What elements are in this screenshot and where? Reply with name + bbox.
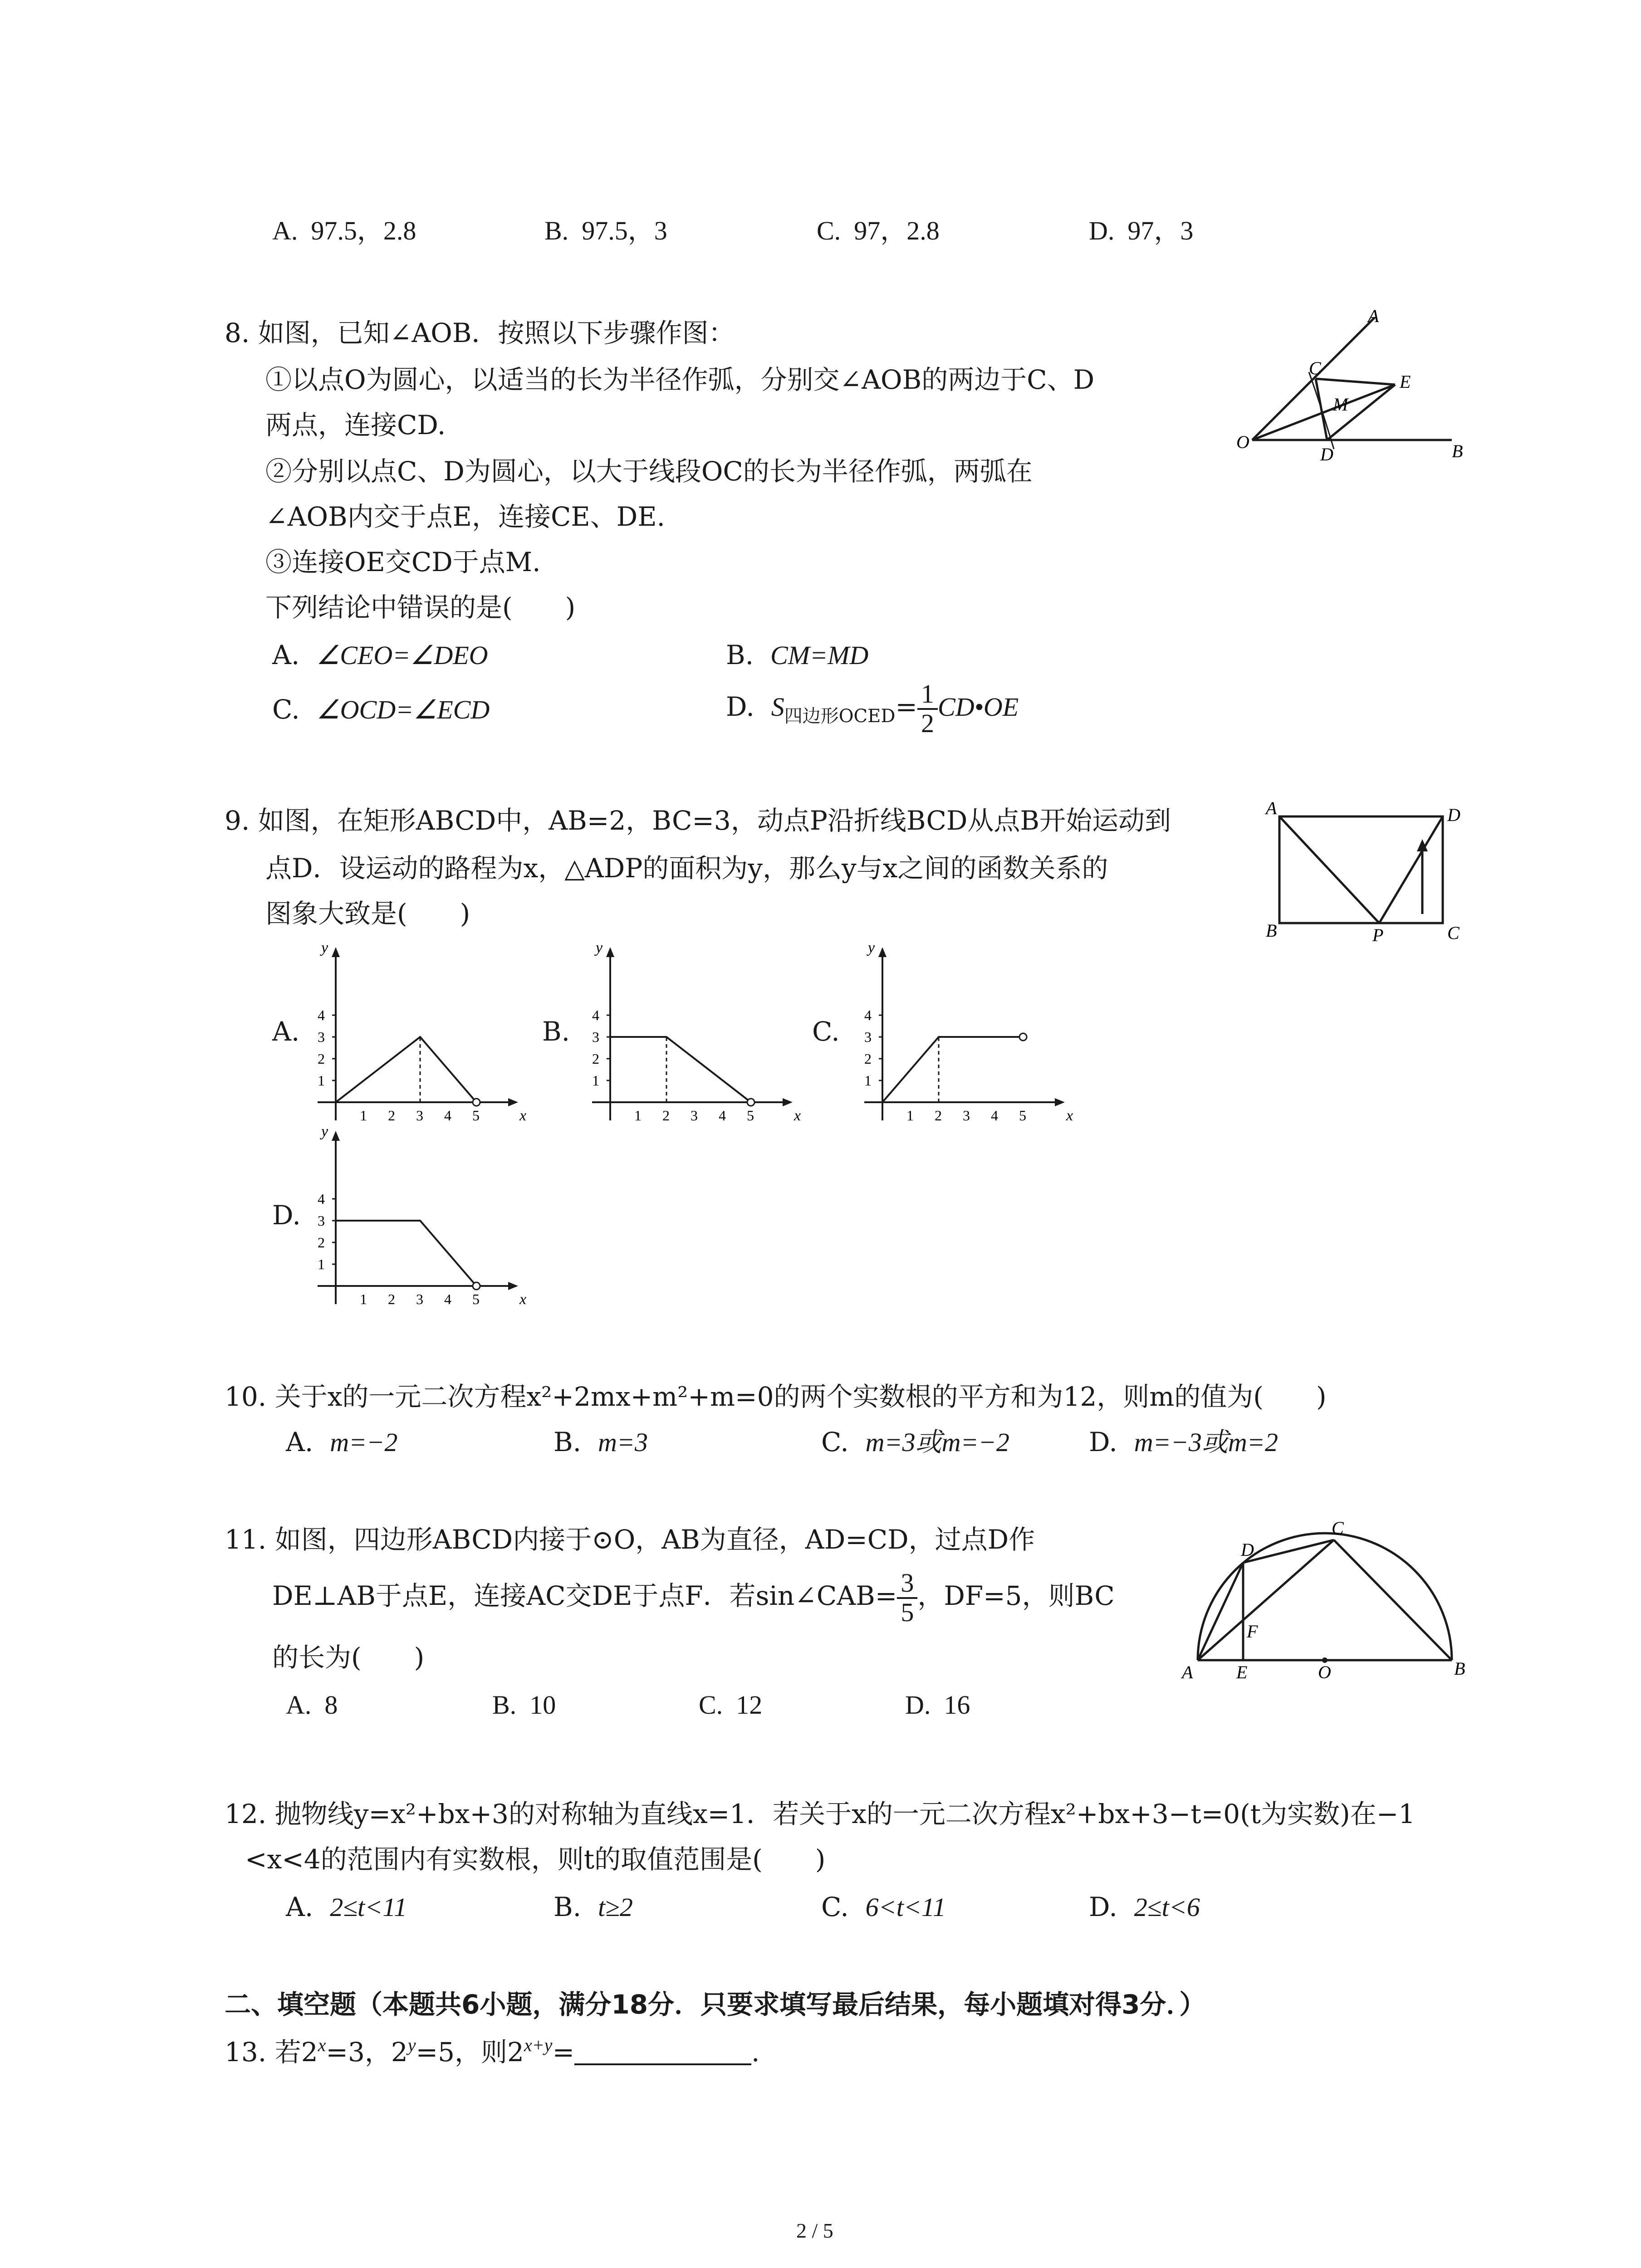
x-tick-label: 1: [634, 1107, 642, 1124]
y-tick-label: 4: [318, 1007, 325, 1023]
q8-label-b: B: [1452, 441, 1463, 461]
q10-option-c-text: m=3或m=−2: [865, 1427, 1009, 1457]
q10-option-a-text: m=−2: [330, 1427, 398, 1457]
q8-option-d-tail: CD•OE: [938, 692, 1019, 722]
q11-line2: [272, 1569, 1115, 1627]
y-tick-label: 1: [592, 1072, 599, 1089]
x-tick-label: 5: [472, 1291, 480, 1307]
q10-option-b: [554, 1429, 648, 1456]
q8-option-a: [272, 642, 488, 669]
q11-line2-post: ，DF=5，则BC: [917, 1580, 1115, 1611]
q8-option-b: [726, 642, 868, 669]
function-line: [336, 1037, 476, 1102]
q12-option-c-label: C.: [821, 1892, 849, 1922]
x-axis-arrow: [783, 1098, 793, 1106]
q11-stem: 如图，四边形ABCD内接于⊙O，AB为直径，AD=CD，过点D作: [274, 1524, 1035, 1555]
q11-number: 11.: [225, 1524, 267, 1555]
q11-option-b: [492, 1692, 556, 1718]
q9-graph-a: [299, 939, 527, 1139]
q11-option-c-text: 12: [736, 1690, 763, 1720]
q11-semicircle: [1198, 1533, 1452, 1660]
x-tick-label: 3: [691, 1107, 698, 1124]
q13-eq: =: [552, 2037, 575, 2068]
x-tick-label: 3: [416, 1291, 423, 1307]
q7-option-b-label: B.: [544, 216, 569, 245]
x-tick-label: 1: [906, 1107, 914, 1124]
q10-option-c-label: C.: [821, 1427, 849, 1457]
q12-option-c: [821, 1894, 946, 1921]
y-tick-label: 3: [318, 1029, 325, 1045]
q7-option-a-text: 97.5，2.8: [311, 216, 416, 245]
q8-label-e: E: [1400, 371, 1411, 392]
q8-step3: ③连接OE交CD于点M.: [265, 547, 541, 577]
q12-option-a-label: A.: [286, 1892, 314, 1922]
q10-option-b-label: B.: [554, 1427, 582, 1457]
q9-graph-d-label: D.: [272, 1200, 301, 1231]
y-axis-label: y: [321, 1123, 328, 1140]
q13-exp-xy: x+y: [524, 2035, 553, 2055]
q9-graph-b: [574, 939, 801, 1139]
x-tick-label: 4: [719, 1107, 726, 1124]
q10-option-d-label: D.: [1089, 1427, 1117, 1457]
q8-option-c-label: C.: [272, 694, 300, 725]
q10-option-c: [821, 1429, 1009, 1456]
q13-text-b: =3，2: [326, 2037, 408, 2068]
q7-option-a: [272, 218, 416, 244]
section-2-heading: 二、填空题（本题共6小题，满分18分．只要求填写最后结果，每小题填对得3分．）: [225, 1989, 1206, 2020]
q9-label-c: C: [1447, 923, 1460, 943]
q12-option-d-label: D.: [1089, 1892, 1117, 1922]
q8-option-c-text: ∠OCD=∠ECD: [316, 695, 490, 724]
q11-option-b-label: B.: [492, 1690, 517, 1720]
q13-period: .: [751, 2037, 760, 2068]
x-tick-label: 4: [444, 1291, 451, 1307]
q11-option-b-text: 10: [529, 1690, 556, 1720]
q8-label-c: C: [1309, 358, 1321, 378]
y-tick-label: 4: [864, 1007, 872, 1023]
q9-line3: 图象大致是( ): [265, 898, 470, 929]
q9-segment-pd: [1379, 816, 1443, 923]
q8-segment-ce: [1316, 379, 1395, 385]
q8-option-d-fraction: $\frac{1}{2}$: [917, 680, 938, 738]
q8-label-d: D: [1320, 444, 1333, 464]
q11-label-f: F: [1247, 1621, 1258, 1642]
q12-option-d: [1089, 1894, 1200, 1921]
q12-stem: 抛物线y=x²+bx+3的对称轴为直线x=1．若关于x的一元二次方程x²+bx+3−t=0(t为实数)在−1: [274, 1799, 1416, 1829]
x-tick-label: 2: [388, 1107, 395, 1124]
q7-option-c-label: C.: [817, 216, 841, 245]
x-axis-arrow: [508, 1098, 518, 1106]
q8-segment-oe: [1252, 385, 1395, 440]
y-tick-label: 1: [318, 1256, 325, 1272]
q11-option-a-label: A.: [286, 1690, 312, 1720]
q11-label-a: A: [1182, 1662, 1193, 1682]
q9-line1: [225, 807, 1171, 834]
q11-label-o: O: [1318, 1662, 1331, 1682]
q7-option-c-text: 97，2.8: [854, 216, 940, 245]
q11-line1: [225, 1526, 1035, 1553]
q9-label-a: A: [1266, 798, 1277, 818]
q10-option-d-text: m=−3或m=2: [1134, 1427, 1278, 1457]
q12-option-b-label: B.: [554, 1892, 582, 1922]
x-axis-arrow: [1055, 1098, 1065, 1106]
q12-option-c-text: 6<t<11: [865, 1892, 946, 1922]
q8-line1: [225, 320, 735, 346]
q8-step2: ②分别以点C、D为圆心，以大于线段OC的长为半径作弧，两弧在: [265, 456, 1033, 487]
q11-option-c-label: C.: [699, 1690, 723, 1720]
y-tick-label: 1: [318, 1072, 325, 1089]
q10-option-a-label: A.: [286, 1427, 314, 1457]
x-tick-label: 3: [416, 1107, 423, 1124]
q8-stem: 如图，已知∠AOB．按照以下步骤作图：: [258, 318, 735, 348]
q10-number: 10.: [225, 1381, 267, 1412]
function-line: [610, 1037, 751, 1102]
q9-graph-b-label: B.: [542, 1016, 570, 1047]
q9-segment-ap: [1279, 816, 1379, 923]
x-tick-label: 2: [388, 1291, 395, 1307]
x-axis-label: x: [519, 1291, 527, 1308]
q8-option-b-text: CM=MD: [770, 640, 869, 670]
y-tick-label: 3: [592, 1029, 599, 1045]
q11-chord-cb: [1334, 1540, 1452, 1660]
q8-label-a: A: [1368, 306, 1379, 326]
open-endpoint: [473, 1282, 480, 1290]
x-axis-label: x: [519, 1107, 527, 1124]
q9-label-p: P: [1372, 925, 1384, 945]
y-axis-arrow: [606, 947, 614, 957]
y-tick-label: 4: [318, 1191, 325, 1207]
q12-option-b: [554, 1894, 633, 1921]
q8-ray-oa: [1252, 318, 1375, 440]
y-tick-label: 3: [318, 1212, 325, 1229]
q9-graph-c: [846, 939, 1073, 1139]
q12-line1: [225, 1801, 1415, 1827]
q8-figure: [1225, 304, 1479, 467]
x-tick-label: 2: [935, 1107, 942, 1124]
q9-graph-a-label: A.: [272, 1016, 300, 1047]
q7-option-b: [544, 218, 667, 244]
q8-label-m: M: [1333, 394, 1348, 415]
q11-line2-pre: DE⊥AB于点E，连接AC交DE于点F．若sin∠CAB=: [272, 1580, 897, 1611]
q8-option-d-eq: =: [895, 691, 918, 722]
y-tick-label: 2: [864, 1051, 872, 1067]
q11-option-a: [286, 1692, 338, 1718]
q12-option-b-text: t≥2: [598, 1892, 633, 1922]
x-axis-label: x: [1066, 1107, 1073, 1124]
q11-option-c: [699, 1692, 762, 1718]
q11-option-d-label: D.: [905, 1690, 931, 1720]
x-tick-label: 5: [472, 1107, 480, 1124]
y-tick-label: 2: [592, 1051, 599, 1067]
q13-exp-y: y: [407, 2035, 416, 2055]
x-axis-arrow: [508, 1282, 518, 1290]
q10-option-d: [1089, 1429, 1278, 1456]
q11-label-d: D: [1241, 1540, 1254, 1560]
x-tick-label: 1: [360, 1291, 367, 1307]
q9-graph-c-label: C.: [812, 1016, 840, 1047]
q8-option-a-label: A.: [272, 640, 300, 670]
function-line: [882, 1037, 1023, 1102]
x-tick-label: 1: [360, 1107, 367, 1124]
y-tick-label: 1: [864, 1072, 872, 1089]
q9-number: 9.: [225, 805, 250, 836]
q8-option-b-label: B.: [726, 640, 754, 670]
q8-label-o: O: [1236, 432, 1249, 452]
q9-rect-abcd: [1279, 816, 1443, 923]
function-line: [336, 1221, 476, 1286]
q8-step1-cont: 两点，连接CD.: [265, 410, 446, 440]
y-axis-arrow: [878, 947, 887, 957]
q9-stem: 如图，在矩形ABCD中，AB=2，BC=3，动点P沿折线BCD从点B开始运动到: [258, 805, 1171, 836]
q9-rectangle-figure: [1261, 798, 1470, 946]
q7-option-d-label: D.: [1089, 216, 1115, 245]
q7-option-d: [1089, 218, 1193, 244]
q12-option-a-text: 2≤t<11: [330, 1892, 407, 1922]
open-endpoint: [473, 1099, 480, 1106]
q11-label-c: C: [1332, 1518, 1344, 1538]
q11-line3: 的长为( ): [272, 1642, 425, 1673]
open-endpoint: [747, 1099, 754, 1106]
q13-text-c: =5，则2: [416, 2037, 524, 2068]
q13-text-a: 若2: [274, 2037, 318, 2068]
q13-line: [225, 2035, 760, 2068]
q11-label-b: B: [1454, 1658, 1465, 1679]
q12-option-d-text: 2≤t<6: [1134, 1892, 1200, 1922]
q8-option-d-label: D.: [726, 691, 754, 722]
q13-number: 13.: [225, 2037, 267, 2068]
q12-option-a: [286, 1894, 407, 1921]
q9-label-d: D: [1447, 805, 1460, 825]
q8-option-c: [272, 696, 490, 723]
y-tick-label: 2: [318, 1234, 325, 1251]
x-tick-label: 3: [963, 1107, 970, 1124]
q7-option-d-text: 97，3: [1127, 216, 1194, 245]
q12-line2: <x<4的范围内有实数根，则t的取值范围是( ): [245, 1844, 826, 1875]
q10-stem-line: [225, 1383, 1327, 1410]
y-tick-label: 2: [318, 1051, 325, 1067]
q7-option-b-text: 97.5，3: [582, 216, 667, 245]
q8-step1: ①以点O为圆心，以适当的长为半径作弧，分别交∠AOB的两边于C、D: [265, 364, 1095, 395]
q8-option-d-subscript: 四边形OCED: [784, 705, 896, 727]
y-axis-arrow: [332, 947, 340, 957]
q9-line2: 点D．设运动的路程为x，△ADP的面积为y，那么y与x之间的函数关系的: [265, 853, 1108, 884]
x-tick-label: 5: [747, 1107, 754, 1124]
q9-graph-d: [299, 1123, 527, 1322]
y-tick-label: 3: [864, 1029, 872, 1045]
q10-option-b-text: m=3: [598, 1427, 648, 1457]
q13-exp-x: x: [318, 2035, 326, 2055]
q7-option-a-label: A.: [272, 216, 298, 245]
open-endpoint: [1019, 1033, 1027, 1041]
q10-option-a: [286, 1429, 397, 1456]
q12-number: 12.: [225, 1799, 267, 1829]
q13-answer-blank[interactable]: [574, 2041, 751, 2065]
y-tick-label: 4: [592, 1007, 599, 1023]
y-axis-label: y: [868, 939, 875, 956]
q11-option-a-text: 8: [324, 1690, 338, 1720]
page-number: 2 / 5: [796, 2219, 833, 2242]
q11-fraction: $\frac{3}{5}$: [897, 1569, 917, 1627]
x-tick-label: 2: [662, 1107, 670, 1124]
y-axis-arrow: [332, 1131, 340, 1141]
q11-option-d-text: 16: [944, 1690, 970, 1720]
q8-option-d-s: S: [771, 692, 784, 722]
q8-step2-cont: ∠AOB内交于点E，连接CE、DE.: [265, 501, 665, 532]
q7-option-c: [817, 218, 940, 244]
x-axis-label: x: [794, 1107, 801, 1124]
q8-option-a-text: ∠CEO=∠DEO: [316, 640, 488, 670]
q8-option-d: [726, 680, 1019, 738]
q8-number: 8.: [225, 318, 250, 348]
y-axis-label: y: [321, 939, 328, 956]
x-tick-label: 5: [1019, 1107, 1026, 1124]
q11-figure: [1180, 1515, 1470, 1683]
q9-label-b: B: [1266, 920, 1277, 941]
q11-option-d: [905, 1692, 970, 1718]
q8-question: 下列结论中错误的是( ): [265, 592, 576, 623]
q11-chord-ad: [1198, 1563, 1243, 1660]
x-tick-label: 4: [991, 1107, 998, 1124]
x-tick-label: 4: [444, 1107, 451, 1124]
y-axis-label: y: [596, 939, 603, 956]
q11-label-e: E: [1236, 1662, 1248, 1682]
q10-stem: 关于x的一元二次方程x²+2mx+m²+m=0的两个实数根的平方和为12，则m的值为( ): [274, 1381, 1327, 1412]
